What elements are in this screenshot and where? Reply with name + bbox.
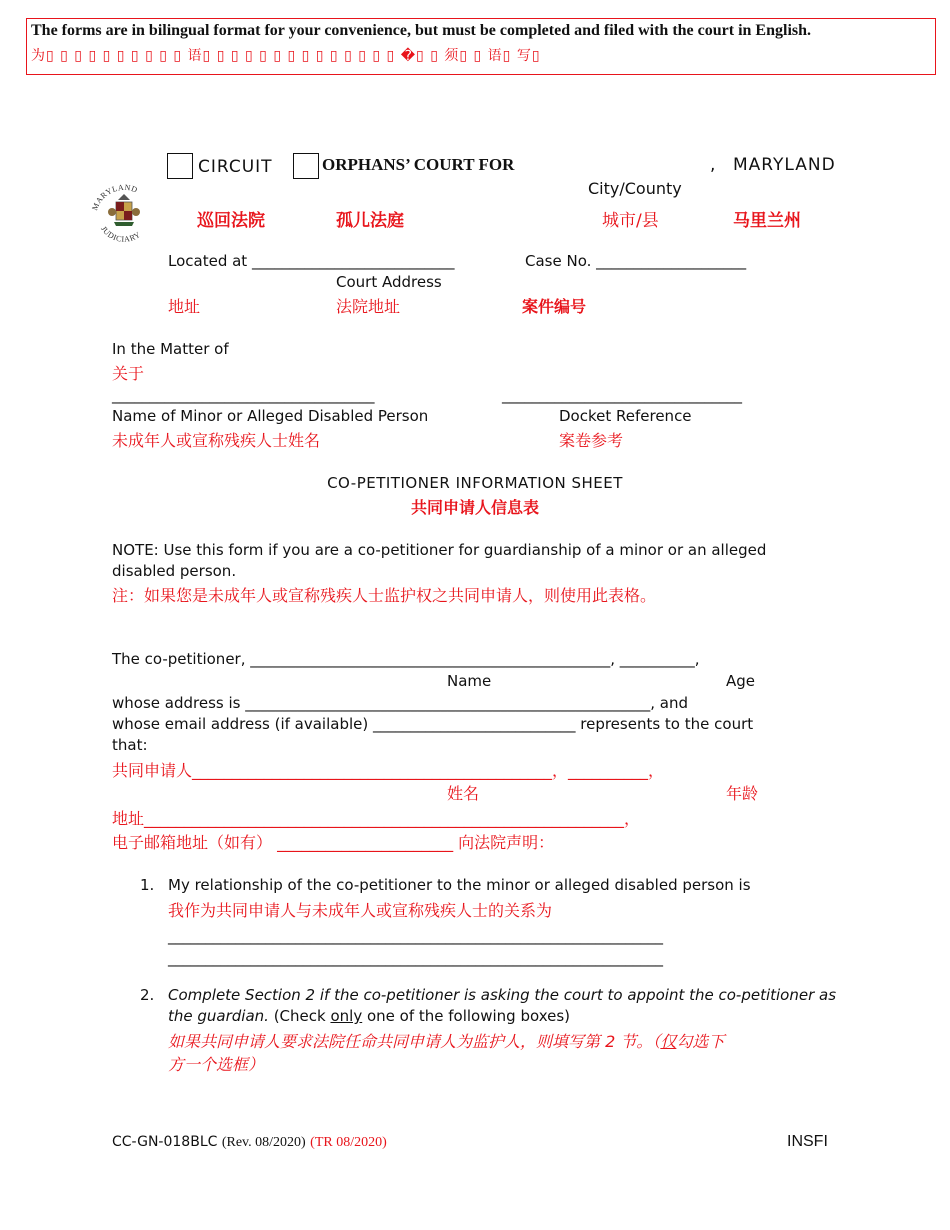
maryland-judiciary-seal <box>88 180 160 252</box>
email-line-zh: 电子邮箱地址（如有） ______________________ 向法院声明： <box>112 833 555 852</box>
item-1-text-zh: 我作为共同申请人与未成年人或宣称残疾人士的关系为 <box>168 901 553 920</box>
relationship-field-line-2[interactable]: __________________________________________________________________ <box>168 949 663 967</box>
minor-name-label: Name of Minor or Alleged Disabled Person <box>112 407 429 425</box>
item-2-only: only <box>330 1007 363 1025</box>
circuit-label: CIRCUIT <box>198 157 273 177</box>
address-line-zh: 地址____________________________________________________________， <box>112 809 641 828</box>
item-1-number: 1. <box>140 876 155 894</box>
maryland-label: MARYLAND <box>733 155 836 175</box>
maryland-label-zh: 马里兰州 <box>733 211 801 231</box>
footer-insfi: INSFI <box>787 1133 828 1150</box>
age-label: Age <box>726 672 756 690</box>
item-2-zh-post: 勾选下 <box>676 1032 725 1051</box>
minor-name-label-zh: 未成年人或宣称残疾人士姓名 <box>112 431 321 450</box>
city-county-label: City/County <box>588 179 682 198</box>
in-the-matter-of-label-zh: 关于 <box>112 364 145 383</box>
item-2-text-zh-line-2: 方一个选框） <box>168 1055 265 1074</box>
relationship-field-line-1[interactable]: __________________________________________________________________ <box>168 927 663 945</box>
orphans-court-label: ORPHANS’ COURT FOR <box>322 155 515 174</box>
note-zh: 注：如果您是未成年人或宣称残疾人士监护权之共同申请人，则使用此表格。 <box>112 586 657 605</box>
item-2-number: 2. <box>140 986 155 1004</box>
item-2-check-pre: (Check <box>268 1007 331 1025</box>
name-label-zh: 姓名 <box>447 784 480 803</box>
notice-chinese: 为▯ ▯ ▯ ▯ ▯ ▯ ▯ ▯ ▯ ▯ 语▯ ▯ ▯ ▯ ▯ ▯ ▯ ▯ ▯ ▯ ▯ ▯ ▯ ▯ �▯ ▯ 须▯ ▯ 语▯ 写▯ <box>31 48 541 64</box>
address-field[interactable]: whose address is ______________________________________________________, and <box>112 694 688 712</box>
copetitioner-name-age-field[interactable]: The co-petitioner, ________________________________________________, __________, <box>112 650 700 668</box>
city-county-label-zh: 城市/县 <box>602 211 659 231</box>
circuit-court-checkbox[interactable] <box>167 153 193 179</box>
case-number-field[interactable]: Case No. ____________________ <box>525 252 747 270</box>
item-2-italic-guardian: the guardian. <box>168 1007 269 1025</box>
case-number-label-zh: 案件编号 <box>522 297 587 316</box>
docket-reference-label-zh: 案卷参考 <box>559 431 624 450</box>
docket-reference-label: Docket Reference <box>559 407 692 425</box>
minor-name-field[interactable]: ___________________________________ <box>112 386 375 404</box>
item-2-text-line-2 <box>168 1007 570 1025</box>
address-label-zh: 地址 <box>168 297 201 316</box>
item-2-zh-pre: 如果共同申请人要求法院任命共同申请人为监护人，则填写第 2 节。（ <box>168 1032 661 1051</box>
age-label-zh: 年龄 <box>726 784 759 803</box>
orphans-label-zh: 孤儿法庭 <box>336 211 404 231</box>
court-address-label-zh: 法院地址 <box>336 297 401 316</box>
item-2-zh-only: 仅 <box>660 1032 677 1051</box>
item-2-text-line-1: Complete Section 2 if the co-petitioner is asking the court to appoint the co-petitioner as <box>168 986 837 1004</box>
item-1-text: My relationship of the co-petitioner to the minor or alleged disabled person is <box>168 876 751 894</box>
footer-form-code: CC-GN-018BLC <box>112 1134 218 1150</box>
in-the-matter-of-label: In the Matter of <box>112 340 229 358</box>
item-2-text-zh-line-1 <box>168 1029 724 1052</box>
header-comma: , <box>710 155 716 175</box>
located-at-field[interactable]: Located at ___________________________ <box>168 252 455 270</box>
circuit-label-zh: 巡回法院 <box>197 211 265 231</box>
item-2-check-post: one of the following boxes) <box>362 1007 571 1025</box>
docket-reference-field[interactable]: ________________________________ <box>502 386 742 404</box>
footer-tr: (TR 08/2020) <box>310 1135 387 1150</box>
name-label: Name <box>447 672 492 690</box>
seal-shield-icon <box>108 194 140 226</box>
note-line-1: NOTE: Use this form if you are a co-petitioner for guardianship of a minor or an alleged <box>112 541 767 559</box>
email-field[interactable]: whose email address (if available) ___________________________ represents to the court <box>112 715 754 733</box>
that-label: that: <box>112 736 148 754</box>
seal-text-top: MARYLAND <box>90 182 139 212</box>
note-line-2: disabled person. <box>112 562 237 580</box>
footer-rev: (Rev. 08/2020) <box>221 1135 306 1150</box>
seal-text-bottom: JUDICIARY <box>99 224 143 244</box>
copetitioner-line-zh: 共同申请人_____________________________________________，__________， <box>112 761 665 780</box>
svg-text:JUDICIARY <box>99 225 142 244</box>
form-title: CO-PETITIONER INFORMATION SHEET <box>327 474 623 492</box>
notice-english: The forms are in bilingual format for your convenience, but must be completed and filed with the court in English. <box>31 22 812 39</box>
court-address-label: Court Address <box>336 273 442 291</box>
orphans-court-checkbox[interactable] <box>293 153 319 179</box>
footer-form-id <box>112 1134 387 1151</box>
form-title-zh: 共同申请人信息表 <box>410 498 539 517</box>
